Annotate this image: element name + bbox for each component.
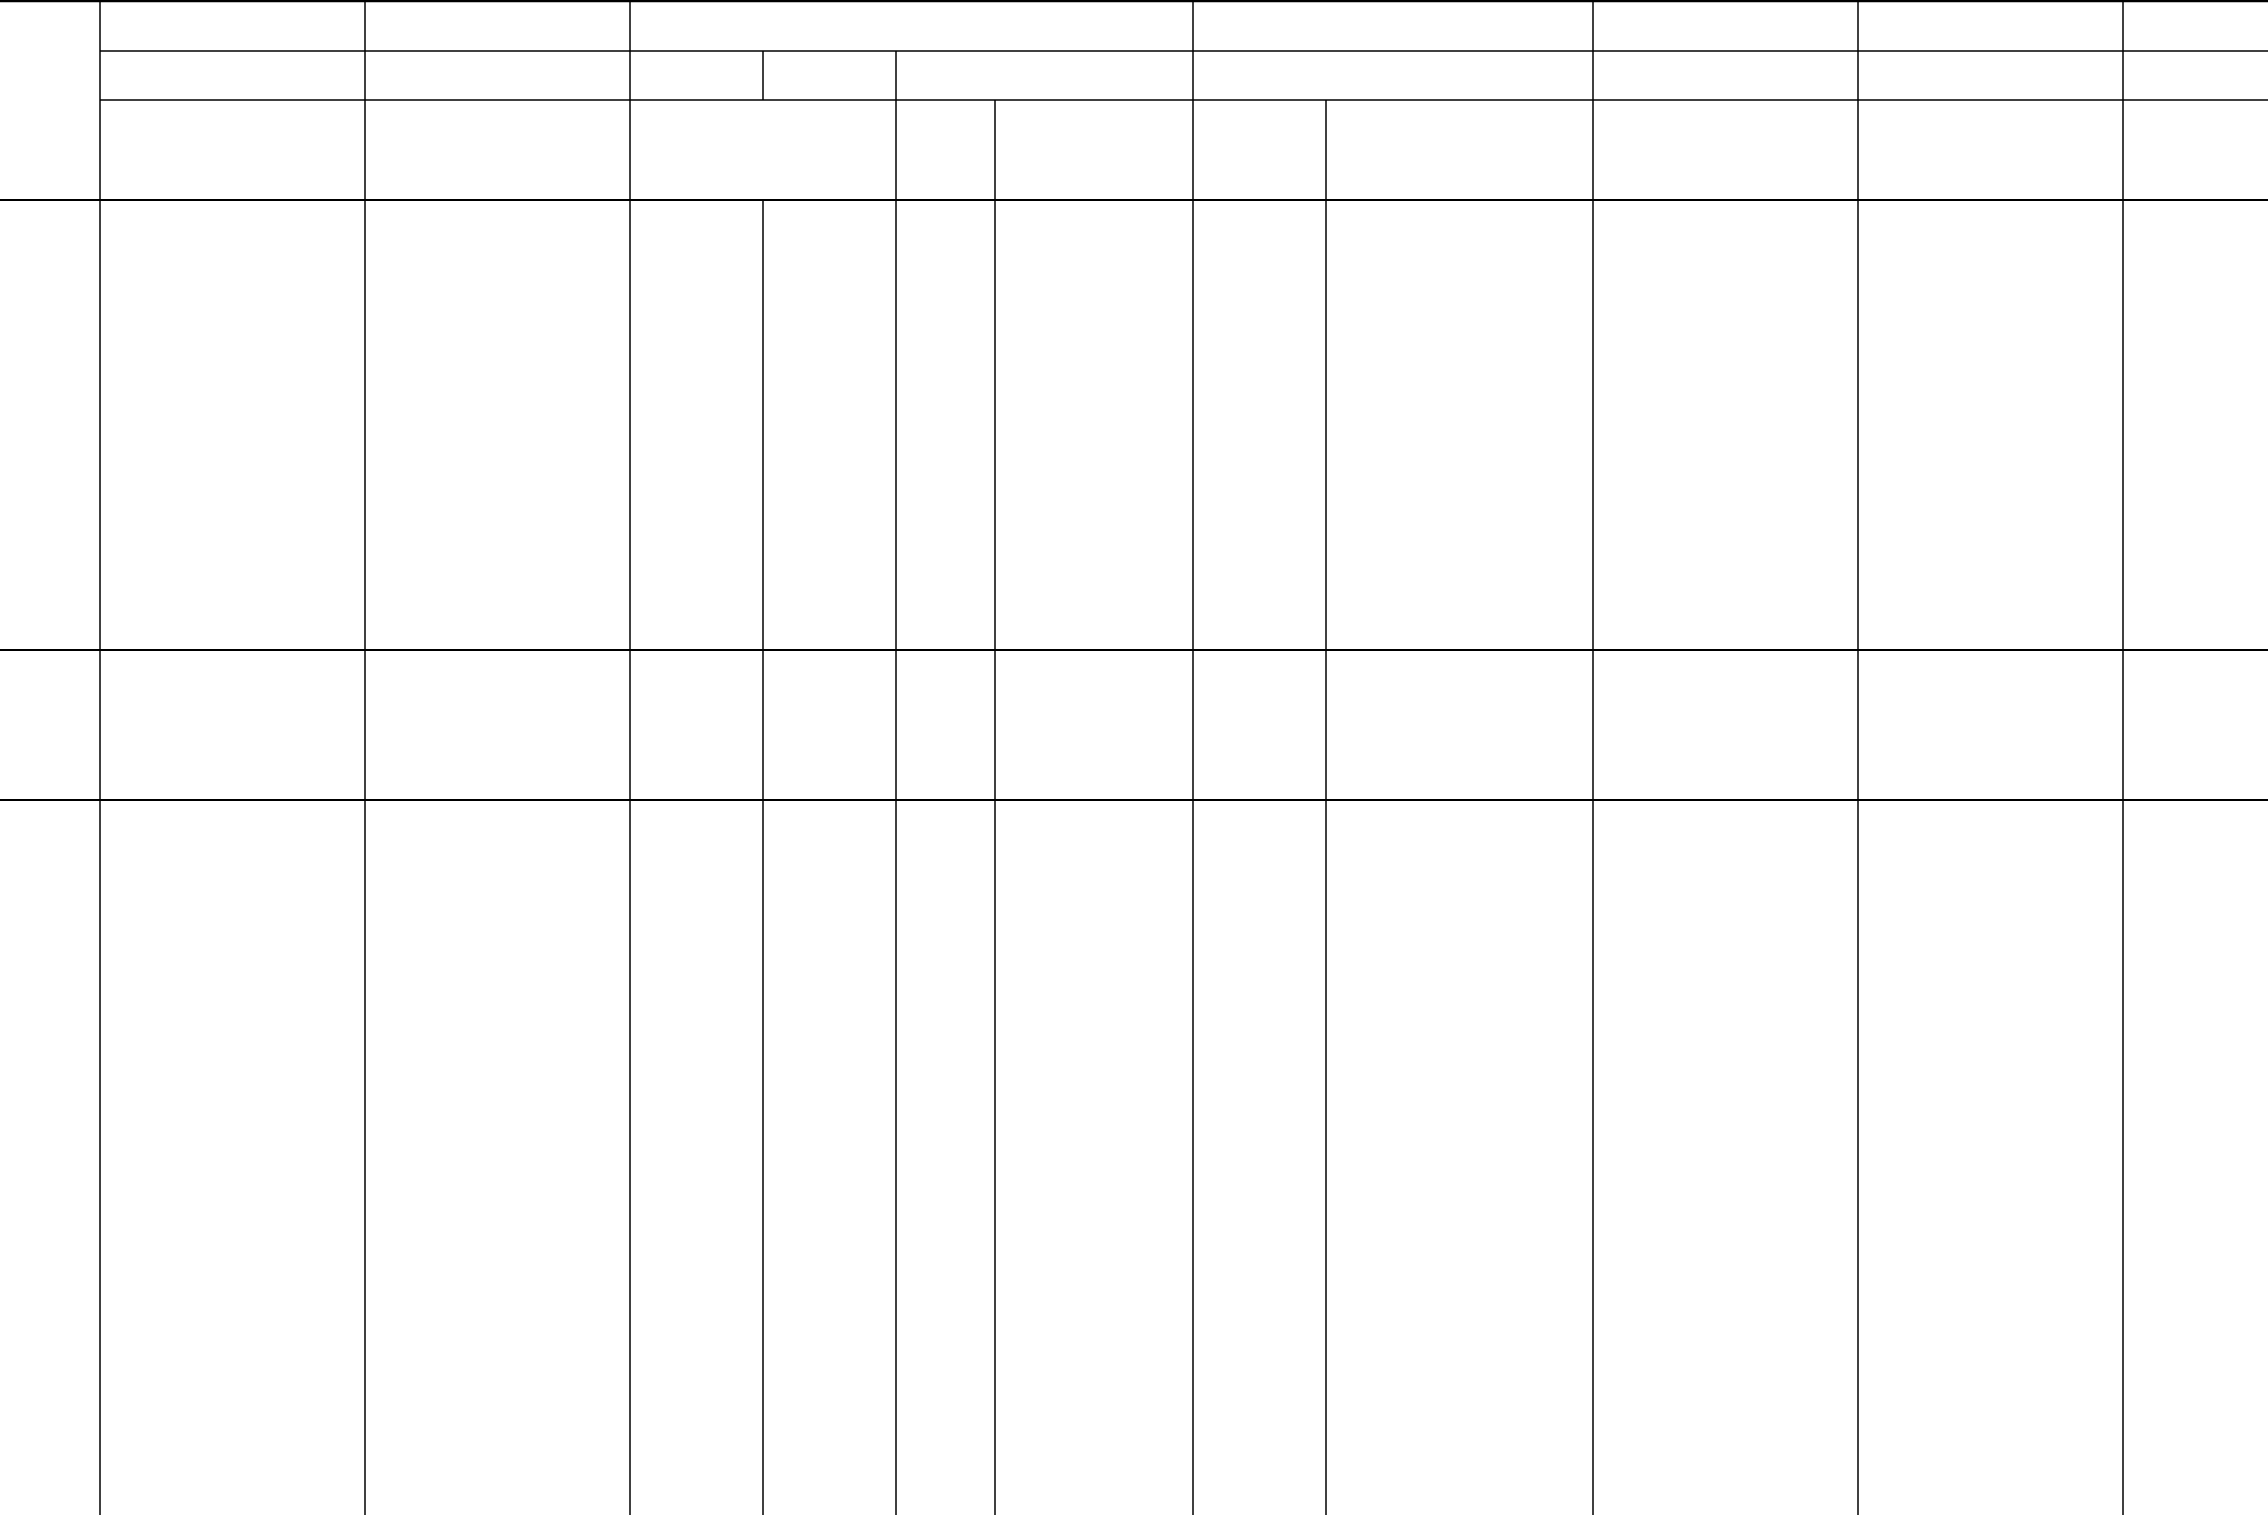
table-cell-afnor bbox=[1858, 1050, 2123, 1150]
table-cell-astm-grade bbox=[995, 1350, 1193, 1405]
table-cell-uns bbox=[763, 350, 896, 400]
table-cell-aisi bbox=[630, 950, 763, 1050]
table-cell-astm-std bbox=[896, 450, 995, 550]
table-cell-astm-std bbox=[896, 300, 995, 350]
table-cell-din-17006 bbox=[1326, 800, 1593, 850]
subheader-astm-grade bbox=[995, 100, 1193, 200]
subheader-din-17006 bbox=[1326, 100, 1593, 200]
table-cell-astm-std bbox=[896, 800, 995, 850]
subheader-bsi-grade bbox=[1593, 100, 1858, 200]
table-cell-din-17006 bbox=[1326, 1150, 1593, 1250]
group-label bbox=[0, 800, 100, 1520]
table-cell-din-17006 bbox=[1326, 1350, 1593, 1405]
table-cell-jis bbox=[2123, 400, 2268, 450]
table-cell-bsi bbox=[1593, 550, 1858, 600]
table-cell-jis bbox=[2123, 1405, 2268, 1460]
table-cell-uns bbox=[763, 950, 896, 1050]
table-cell-bsi bbox=[1593, 200, 1858, 250]
table-cell-astm-grade bbox=[995, 800, 1193, 850]
table-cell-din-17007 bbox=[1193, 850, 1326, 950]
table-cell-bsi bbox=[1593, 750, 1858, 800]
table-cell-afnor bbox=[1858, 950, 2123, 1050]
table-cell-din-17006 bbox=[1326, 1250, 1593, 1350]
table-cell-din-17007 bbox=[1193, 1350, 1326, 1405]
table-cell-bsi bbox=[1593, 1050, 1858, 1150]
table-cell-iso bbox=[365, 400, 630, 450]
table-cell-din-17007 bbox=[1193, 1150, 1326, 1250]
table-cell-iso bbox=[365, 350, 630, 400]
table-cell-gb bbox=[100, 350, 365, 400]
subheader-aisi-uns-grade bbox=[630, 100, 896, 200]
table-cell-iso bbox=[365, 1405, 630, 1460]
table-cell-din-17007 bbox=[1193, 350, 1326, 400]
table-cell-jis bbox=[2123, 950, 2268, 1050]
table-cell-astm-std bbox=[896, 1460, 995, 1520]
table-cell-jis bbox=[2123, 550, 2268, 600]
table-cell-uns bbox=[763, 1050, 896, 1150]
table-cell-aisi bbox=[630, 1250, 763, 1350]
table-cell-uns bbox=[763, 1350, 896, 1405]
table-cell-astm-grade bbox=[995, 250, 1193, 300]
table-cell-iso bbox=[365, 1250, 630, 1350]
table-cell-uns bbox=[763, 750, 896, 800]
table-cell-gb bbox=[100, 650, 365, 700]
table-cell-gb bbox=[100, 1460, 365, 1520]
table-cell-jis bbox=[2123, 1250, 2268, 1350]
table-cell-jis bbox=[2123, 750, 2268, 800]
standard-header-bsi bbox=[1593, 51, 1858, 100]
table-cell-uns bbox=[763, 700, 896, 750]
table-cell-gb bbox=[100, 550, 365, 600]
table-cell-astm-std bbox=[896, 1405, 995, 1460]
table-cell-astm-std bbox=[896, 1350, 995, 1405]
table-cell-iso bbox=[365, 950, 630, 1050]
table-cell-iso bbox=[365, 1460, 630, 1520]
table-cell-astm-grade bbox=[995, 200, 1193, 250]
table-cell-afnor bbox=[1858, 1250, 2123, 1350]
table-cell-din-17007 bbox=[1193, 800, 1326, 850]
standard-header-aisi bbox=[630, 51, 763, 100]
table-cell-gb bbox=[100, 600, 365, 650]
table-cell-jis bbox=[2123, 200, 2268, 250]
subheader-gb-grade bbox=[100, 100, 365, 200]
table-cell-astm-std bbox=[896, 700, 995, 750]
group-label bbox=[0, 200, 100, 650]
table-cell-uns bbox=[763, 650, 896, 700]
table-cell-afnor bbox=[1858, 750, 2123, 800]
table-cell-aisi bbox=[630, 1150, 763, 1250]
table-cell-afnor bbox=[1858, 600, 2123, 650]
table-cell-gb bbox=[100, 1150, 365, 1250]
group-label bbox=[0, 650, 100, 800]
table-cell-din-17006 bbox=[1326, 700, 1593, 750]
table-cell-iso bbox=[365, 850, 630, 950]
table-cell-jis bbox=[2123, 600, 2268, 650]
subheader-afnor-grade bbox=[1858, 100, 2123, 200]
table-cell-din-17007 bbox=[1193, 650, 1326, 700]
table-cell-jis bbox=[2123, 300, 2268, 350]
table-cell-bsi bbox=[1593, 250, 1858, 300]
table-cell-bsi bbox=[1593, 650, 1858, 700]
table-cell-iso bbox=[365, 1150, 630, 1250]
table-cell-din-17007 bbox=[1193, 700, 1326, 750]
table-cell-uns bbox=[763, 1150, 896, 1250]
table-cell-afnor bbox=[1858, 250, 2123, 300]
table-cell-din-17006 bbox=[1326, 350, 1593, 400]
table-cell-din-17006 bbox=[1326, 450, 1593, 550]
table-cell-iso bbox=[365, 600, 630, 650]
table-cell-astm-grade bbox=[995, 1050, 1193, 1150]
table-cell-iso bbox=[365, 700, 630, 750]
table-cell-afnor bbox=[1858, 350, 2123, 400]
country-header-uk bbox=[1593, 0, 1858, 51]
table-cell-aisi bbox=[630, 1050, 763, 1150]
table-cell-din-17007 bbox=[1193, 550, 1326, 600]
country-header-china bbox=[100, 0, 365, 51]
table-cell-jis bbox=[2123, 1150, 2268, 1250]
standard-header-iso bbox=[365, 51, 630, 100]
table-cell-astm-std bbox=[896, 250, 995, 300]
table-cell-din-17006 bbox=[1326, 650, 1593, 700]
table-cell-iso bbox=[365, 800, 630, 850]
table-cell-bsi bbox=[1593, 1150, 1858, 1250]
table-cell-astm-grade bbox=[995, 650, 1193, 700]
table-cell-astm-grade bbox=[995, 950, 1193, 1050]
table-cell-din-17006 bbox=[1326, 750, 1593, 800]
table-cell-gb bbox=[100, 950, 365, 1050]
table-cell-aisi bbox=[630, 1460, 763, 1520]
table-cell-iso bbox=[365, 300, 630, 350]
country-header-usa bbox=[630, 0, 1193, 51]
table-cell-iso bbox=[365, 200, 630, 250]
table-cell-din-17006 bbox=[1326, 950, 1593, 1050]
table-cell-din-17006 bbox=[1326, 1460, 1593, 1520]
table-cell-astm-std bbox=[896, 1250, 995, 1350]
table-cell-astm-std bbox=[896, 350, 995, 400]
table-cell-aisi bbox=[630, 600, 763, 650]
country-header-japan bbox=[2123, 0, 2268, 51]
table-cell-iso bbox=[365, 750, 630, 800]
table-cell-astm-grade bbox=[995, 1150, 1193, 1250]
table-cell-bsi bbox=[1593, 950, 1858, 1050]
table-cell-iso bbox=[365, 1350, 630, 1405]
table-cell-aisi bbox=[630, 650, 763, 700]
table-cell-jis bbox=[2123, 1460, 2268, 1520]
table-cell-din-17006 bbox=[1326, 850, 1593, 950]
table-cell-jis bbox=[2123, 650, 2268, 700]
table-cell-din-17006 bbox=[1326, 250, 1593, 300]
table-cell-aisi bbox=[630, 700, 763, 750]
table-cell-uns bbox=[763, 300, 896, 350]
table-cell-astm-grade bbox=[995, 300, 1193, 350]
table-cell-jis bbox=[2123, 350, 2268, 400]
table-cell-aisi bbox=[630, 350, 763, 400]
table-cell-afnor bbox=[1858, 1150, 2123, 1250]
subheader-jis-grade bbox=[2123, 100, 2268, 200]
table-cell-astm-grade bbox=[995, 1460, 1193, 1520]
table-cell-gb bbox=[100, 1050, 365, 1150]
table-cell-gb bbox=[100, 400, 365, 450]
subheader-din-17007 bbox=[1193, 100, 1326, 200]
country-header-france bbox=[1858, 0, 2123, 51]
table-cell-gb bbox=[100, 300, 365, 350]
table-cell-din-17006 bbox=[1326, 200, 1593, 250]
table-cell-uns bbox=[763, 400, 896, 450]
table-cell-afnor bbox=[1858, 700, 2123, 750]
table-cell-bsi bbox=[1593, 850, 1858, 950]
table-cell-afnor bbox=[1858, 400, 2123, 450]
table-cell-din-17007 bbox=[1193, 1405, 1326, 1460]
table-cell-afnor bbox=[1858, 1350, 2123, 1405]
table-cell-gb bbox=[100, 800, 365, 850]
table-cell-jis bbox=[2123, 800, 2268, 850]
table-cell-afnor bbox=[1858, 850, 2123, 950]
table-cell-astm-std bbox=[896, 550, 995, 600]
table-cell-astm-grade bbox=[995, 350, 1193, 400]
table-cell-din-17007 bbox=[1193, 600, 1326, 650]
table-cell-gb bbox=[100, 750, 365, 800]
table-cell-gb bbox=[100, 250, 365, 300]
table-cell-afnor bbox=[1858, 550, 2123, 600]
table-cell-astm-std bbox=[896, 950, 995, 1050]
table-cell-jis bbox=[2123, 1050, 2268, 1150]
table-cell-din-17007 bbox=[1193, 300, 1326, 350]
table-cell-bsi bbox=[1593, 450, 1858, 550]
table-cell-astm-std bbox=[896, 750, 995, 800]
table-cell-jis bbox=[2123, 250, 2268, 300]
table-cell-astm-grade bbox=[995, 1405, 1193, 1460]
table-cell-din-17006 bbox=[1326, 550, 1593, 600]
table-cell-astm-grade bbox=[995, 1250, 1193, 1350]
table-cell-aisi bbox=[630, 400, 763, 450]
table-cell-din-17007 bbox=[1193, 200, 1326, 250]
table-cell-din-17007 bbox=[1193, 1050, 1326, 1150]
table-cell-din-17007 bbox=[1193, 950, 1326, 1050]
table-cell-din-17007 bbox=[1193, 450, 1326, 550]
table-cell-gb bbox=[100, 200, 365, 250]
table-cell-astm-std bbox=[896, 850, 995, 950]
table-cell-bsi bbox=[1593, 300, 1858, 350]
material-type-header bbox=[0, 0, 100, 200]
table-cell-uns bbox=[763, 200, 896, 250]
table-cell-din-17007 bbox=[1193, 400, 1326, 450]
table-cell-aisi bbox=[630, 1405, 763, 1460]
subheader-astm-standard bbox=[896, 100, 995, 200]
table-cell-aisi bbox=[630, 450, 763, 550]
table-cell-aisi bbox=[630, 200, 763, 250]
table-cell-aisi bbox=[630, 300, 763, 350]
table-cell-aisi bbox=[630, 800, 763, 850]
standard-header-uns bbox=[763, 51, 896, 100]
table-cell-aisi bbox=[630, 750, 763, 800]
table-cell-astm-std bbox=[896, 1150, 995, 1250]
table-cell-din-17007 bbox=[1193, 1250, 1326, 1350]
table-cell-din-17006 bbox=[1326, 600, 1593, 650]
table-cell-astm-grade bbox=[995, 550, 1193, 600]
table-cell-bsi bbox=[1593, 800, 1858, 850]
country-header-germany bbox=[1193, 0, 1593, 51]
table-cell-uns bbox=[763, 800, 896, 850]
table-cell-afnor bbox=[1858, 1460, 2123, 1520]
table-cell-astm-grade bbox=[995, 450, 1193, 550]
table-cell-astm-grade bbox=[995, 700, 1193, 750]
standard-header-afnor bbox=[1858, 51, 2123, 100]
table-cell-afnor bbox=[1858, 650, 2123, 700]
table-cell-iso bbox=[365, 450, 630, 550]
table-cell-afnor bbox=[1858, 1405, 2123, 1460]
table-cell-iso bbox=[365, 550, 630, 600]
table-cell-afnor bbox=[1858, 450, 2123, 550]
table-cell-jis bbox=[2123, 700, 2268, 750]
table-cell-iso bbox=[365, 1050, 630, 1150]
standard-header-din bbox=[1193, 51, 1593, 100]
country-header-intl bbox=[365, 0, 630, 51]
table-cell-astm-grade bbox=[995, 400, 1193, 450]
table-cell-aisi bbox=[630, 550, 763, 600]
table-cell-afnor bbox=[1858, 800, 2123, 850]
table-cell-uns bbox=[763, 1460, 896, 1520]
table-cell-jis bbox=[2123, 450, 2268, 550]
table-cell-jis bbox=[2123, 1350, 2268, 1405]
table-cell-astm-grade bbox=[995, 850, 1193, 950]
standard-header-astm bbox=[896, 51, 1193, 100]
table-cell-gb bbox=[100, 450, 365, 550]
table-cell-afnor bbox=[1858, 200, 2123, 250]
table-cell-din-17006 bbox=[1326, 400, 1593, 450]
table-cell-gb bbox=[100, 850, 365, 950]
subheader-iso-grade bbox=[365, 100, 630, 200]
table-cell-bsi bbox=[1593, 700, 1858, 750]
table-cell-iso bbox=[365, 650, 630, 700]
table-cell-aisi bbox=[630, 1350, 763, 1405]
table-cell-astm-std bbox=[896, 650, 995, 700]
table-cell-gb bbox=[100, 1350, 365, 1405]
table-cell-uns bbox=[763, 250, 896, 300]
table-cell-uns bbox=[763, 1250, 896, 1350]
table-cell-din-17006 bbox=[1326, 1405, 1593, 1460]
table-cell-bsi bbox=[1593, 1350, 1858, 1405]
standard-header-jis bbox=[2123, 51, 2268, 100]
table-cell-astm-grade bbox=[995, 750, 1193, 800]
table-cell-afnor bbox=[1858, 300, 2123, 350]
table-cell-uns bbox=[763, 600, 896, 650]
table-cell-astm-std bbox=[896, 1050, 995, 1150]
table-cell-bsi bbox=[1593, 350, 1858, 400]
table-cell-uns bbox=[763, 450, 896, 550]
table-cell-uns bbox=[763, 550, 896, 600]
table-cell-bsi bbox=[1593, 1405, 1858, 1460]
table-cell-astm-std bbox=[896, 400, 995, 450]
standard-header-gb bbox=[100, 51, 365, 100]
table-cell-bsi bbox=[1593, 600, 1858, 650]
table-cell-bsi bbox=[1593, 1460, 1858, 1520]
table-cell-din-17006 bbox=[1326, 300, 1593, 350]
table-cell-bsi bbox=[1593, 400, 1858, 450]
table-cell-gb bbox=[100, 1250, 365, 1350]
table-cell-bsi bbox=[1593, 1250, 1858, 1350]
table-cell-iso bbox=[365, 250, 630, 300]
table-cell-uns bbox=[763, 1405, 896, 1460]
table-cell-astm-std bbox=[896, 200, 995, 250]
table-cell-din-17007 bbox=[1193, 250, 1326, 300]
table-cell-gb bbox=[100, 700, 365, 750]
table-cell-astm-grade bbox=[995, 600, 1193, 650]
table-cell-uns bbox=[763, 850, 896, 950]
table-cell-aisi bbox=[630, 850, 763, 950]
table-cell-jis bbox=[2123, 850, 2268, 950]
table-cell-din-17007 bbox=[1193, 1460, 1326, 1520]
table-cell-gb bbox=[100, 1405, 365, 1460]
table-cell-din-17006 bbox=[1326, 1050, 1593, 1150]
table-cell-astm-std bbox=[896, 600, 995, 650]
table-cell-din-17007 bbox=[1193, 750, 1326, 800]
table-cell-aisi bbox=[630, 250, 763, 300]
